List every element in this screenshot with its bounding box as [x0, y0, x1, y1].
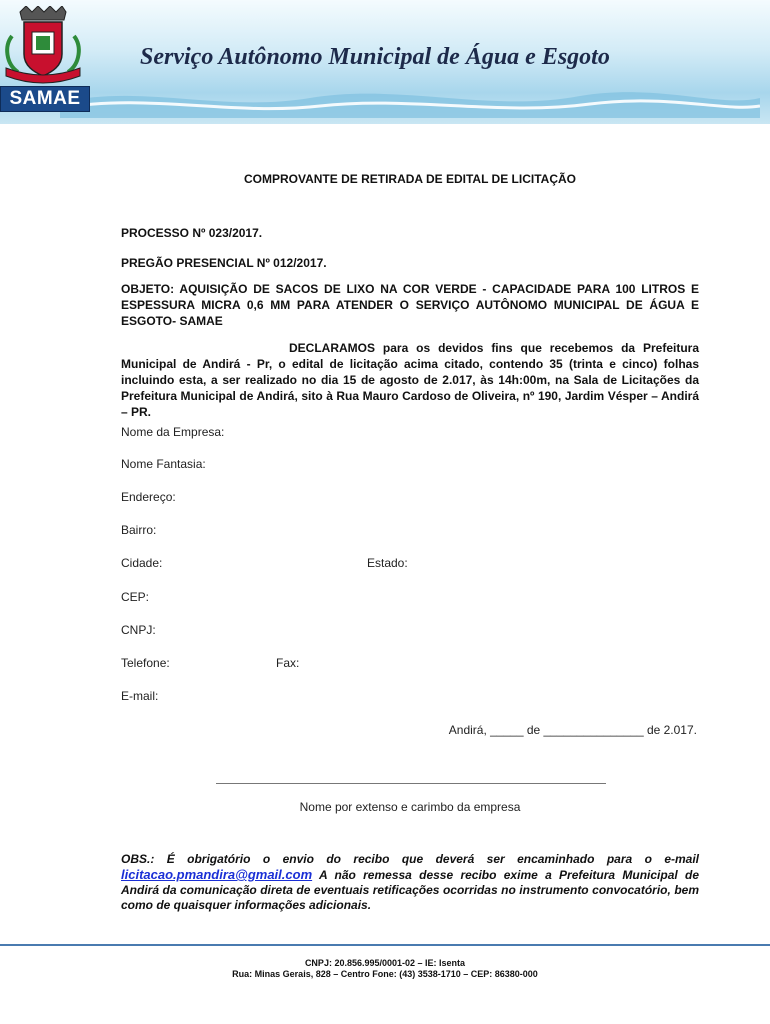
field-endereco-label: Endereço: — [121, 490, 176, 504]
processo-number: PROCESSO Nº 023/2017. — [121, 226, 263, 240]
page-header — [0, 0, 770, 124]
field-empresa-label: Nome da Empresa: — [121, 425, 225, 439]
obs-suffix: A não remessa desse recibo exime a Prefeitura Municipal de Andirá da comunicação direta de eventuais retificações ocorridas no instrumento convocatório, bem como de quaisquer informações adicionais. — [121, 868, 699, 912]
document-title: COMPROVANTE DE RETIRADA DE EDITAL DE LICITAÇÃO — [243, 172, 576, 186]
water-wave-graphic — [60, 78, 760, 118]
footer-address: Rua: Minas Gerais, 828 – Centro Fone: (43) 3538-1710 – CEP: 86380-000 — [232, 969, 538, 979]
signature-caption: Nome por extenso e carimbo da empresa — [299, 800, 521, 814]
field-email-label: E-mail: — [121, 689, 159, 703]
signature-line — [216, 783, 606, 784]
municipal-crest-icon — [0, 6, 86, 90]
declaramos-paragraph: DECLARAMOS para os devidos fins que recebemos da Prefeitura Municipal de Andirá - Pr, o edital de licitação acima citado, contendo 35 (trinta e cinco) folhas incluindo esta, a ser realizado no dia 15 de agosto de 2.017, às 14h:00m, na Sala de Licitações da Prefeitura Municipal de Andirá, sito à Rua Mauro Cardoso de Oliveira, nº 190, Jardim Vésper – Andirá – PR. — [121, 341, 699, 419]
field-estado-label: Estado: — [367, 556, 408, 570]
field-cidade-label: Cidade: — [121, 556, 163, 570]
footer-cnpj: CNPJ: 20.856.995/0001-02 – IE: Isenta — [304, 958, 466, 968]
date-line: Andirá, _____ de _______________ de 2.017. — [448, 723, 697, 737]
footer-divider — [0, 944, 770, 946]
pregao-number: PREGÃO PRESENCIAL Nº 012/2017. — [121, 256, 327, 270]
objeto-paragraph: OBJETO: AQUISIÇÃO DE SACOS DE LIXO NA COR VERDE - CAPACIDADE PARA 100 LITROS E ESPESSURA MICRA 0,6 MM PARA ATENDER O SERVIÇO AUTÔNOMO MUNICIPAL DE ÁGUA E ESGOTO- SAMAE — [121, 282, 699, 328]
field-cnpj-label: CNPJ: — [121, 623, 156, 637]
obs-prefix: OBS.: É obrigatório o envio do recibo que deverá ser encaminhado para o e-mail — [121, 852, 699, 866]
obs-note — [121, 852, 699, 913]
field-bairro-label: Bairro: — [121, 523, 157, 537]
field-fantasia-label: Nome Fantasia: — [121, 457, 206, 471]
samae-logo: SAMAE — [0, 86, 90, 112]
field-cep-label: CEP: — [121, 590, 150, 604]
contact-email-link[interactable]: licitacao.pmandira@gmail.com — [121, 867, 313, 882]
page-footer — [0, 958, 770, 980]
field-telefone-label: Telefone: — [121, 656, 170, 670]
field-fax-label: Fax: — [276, 656, 300, 670]
organization-title: Serviço Autônomo Municipal de Água e Esgoto — [140, 44, 610, 70]
